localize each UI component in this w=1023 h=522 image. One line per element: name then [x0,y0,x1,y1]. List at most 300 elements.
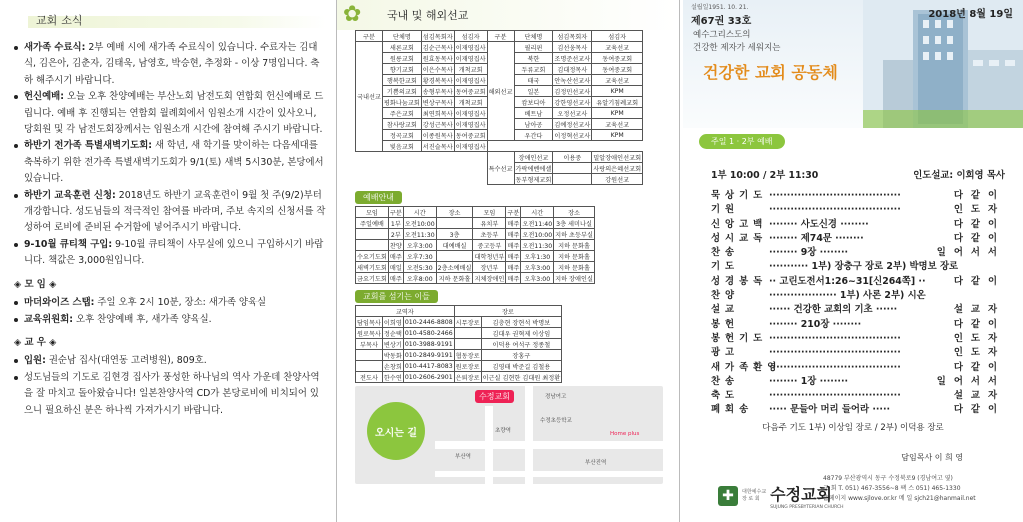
order-item: 찬송 [711,247,740,259]
order-row [711,303,1005,317]
table-cell [356,361,383,372]
table-header-cell: 구분 [487,31,514,42]
table-cell [454,328,481,339]
table-cell [553,163,592,174]
mission-title: 국내 및 해외선교 [387,9,469,22]
table-row [356,328,562,339]
table-cell: 이재영집사 [454,141,487,152]
table-cell: 매일 [388,262,403,273]
table-row [356,361,562,372]
order-detail: ········ 9장 ········ [769,247,849,259]
order-detail: ········ 210장 ········ [769,318,862,330]
table-cell: 동여중교회 [454,86,487,97]
table-row [356,141,643,152]
table-cell: 박동화 [382,350,403,361]
table-cell: 주일예배 [356,218,389,229]
table-cell: 우간다 [514,130,553,141]
worship-badge: 예배안내 [355,191,402,204]
table-cell: 매주 [388,273,403,284]
table-cell: 오전11:30 [521,240,554,251]
order-row [711,189,1005,203]
table-cell: 원릉교회 [382,53,421,64]
table-row [356,251,595,262]
news-item: 9-10월 큐티책 구입: 9-10월 큐티책이 사무실에 있으니 구입하시기 바랍니다. 책값은 3,000원입니다. [14,237,326,270]
table-cell: 이종원목사 [421,130,454,141]
map-label: 수정초등학교 [540,418,572,424]
order-detail: ········ 1장 ········ [769,375,849,387]
order-detail: ··········· 1부) 장충구 장로 2부) 박명보 장로 [769,261,959,273]
table-cell: 정곡교회 [382,130,421,141]
table-header-row [356,207,595,218]
table-cell: 유치부 [473,218,506,229]
table-cell: 이덕용 여석구 정종철 [481,339,562,350]
table-cell: 조명준선교사 [553,53,592,64]
table-header-cell: 모임 [473,207,506,218]
table-cell: 김예정선교사 [553,119,592,130]
table-cell: 한수연 [382,372,403,383]
table-cell: 태국 [514,75,553,86]
order-who: 다같이 [953,404,1005,416]
map-label: Home plus [610,431,640,437]
table-cell: 변상구목사 [421,97,454,108]
table-cell: 김대우 권혁제 이상임 [481,328,562,339]
table-cell: 남아공 [514,119,553,130]
order-item: 찬송 [711,375,740,387]
news-item: 하반기 전가족 특별새벽기도회: 새 학년, 새 학기를 맞이하는 다음세대를 축복하기 위한 전가족 특별새벽기도회가 9/1(토) 새벽 5시30분, 본당에서 있습니다. [14,138,326,187]
table-cell: 부목사 [356,339,383,350]
table-cell: 향기교회 [382,64,421,75]
order-item: 축도 [711,390,740,402]
table-cell: 매주 [506,218,521,229]
map-label: 부산진역 [585,460,607,466]
order-item: 기원 [711,204,740,216]
map-directions-circle: 오시는 길 [367,402,425,460]
order-detail: ········ 사도신경 ········ [769,218,869,230]
table-cell [436,251,473,262]
table-cell: 원로장로 [454,361,481,372]
table-cell: 북한 [514,53,553,64]
order-item: 폐회송 [711,404,754,416]
table-cell: 필리핀 [514,42,553,53]
table-row [356,273,595,284]
table-cell: 대예배실 [436,240,473,251]
table-cell: 2부 [388,229,403,240]
order-item: 봉헌 [711,318,740,330]
order-detail: ····································· [769,190,901,201]
table-cell: 매주 [506,251,521,262]
order-who: 다같이 [953,318,1005,330]
table-cell: KPM [592,108,643,119]
table-cell: 황경복목사 [421,75,454,86]
table-cell: 해외선교 [487,42,514,141]
table-cell: 매주 [506,273,521,284]
table-cell: 강원선교 [592,174,643,185]
news-header [14,6,326,34]
table-cell: 새론교회 [382,42,421,53]
table-header-cell: 교역자 [356,306,455,317]
table-cell: 대학청년부 [473,251,506,262]
order-item: 광고 [711,347,740,359]
table-cell: 동여중교회 [592,53,643,64]
table-cell: 이근실 김현한 김대원 최정환 [481,372,562,383]
table-cell: 지하 문화홀 [554,251,595,262]
table-cell: 동부형제교회 [514,174,553,185]
order-who: 다같이 [953,232,1005,244]
next-week-prayer: 다음주 기도 1부) 이상임 장로 / 2부) 이덕용 장로 [762,422,944,433]
order-who: 설교자 [953,304,1005,316]
table-cell: 이정혁선교사 [553,130,592,141]
table-header-cell: 시간 [521,207,554,218]
table-cell: 오전10:00 [521,229,554,240]
service-leader: 인도설교: 이희영 목사 [913,170,1005,181]
table-cell: 김충현 장현석 박명보 [481,317,562,328]
denomination: 대한예수교 장 로 회 [742,489,767,502]
map-road [525,386,533,484]
church-name: 수정교회 [770,485,832,504]
table-cell: 빛음교회 [382,141,421,152]
order-detail: ··················· 1부) 사론 2부) 시온 [769,290,926,302]
table-row [356,262,595,273]
order-row [711,346,1005,360]
table-header-cell: 구분 [506,207,521,218]
meeting-item: 교육위원회: 오후 찬양예배 후, 새가족 양육실. [14,312,326,328]
table-header-cell: 섬김목회자 [553,31,592,42]
order-row [711,332,1005,346]
table-cell: 지하 문화홀 [436,273,473,284]
table-cell: 특수선교 [487,152,514,185]
order-item: 신앙고백 [711,218,768,230]
member-item: 성도님들의 기도로 김현경 집사가 풍성한 하나님의 역사 가운데 찬양사역을 잘 마치고 돌아왔습니다! 일본찬양사역 CD가 본당로비에 비치되어 있으니 필요하신 분은 하나씩 가져가시기 바랍니다. [14,370,326,419]
table-header-cell: 구분 [356,31,383,42]
order-detail: ····································· [769,332,901,344]
map-label: 경남여고 [545,394,567,400]
order-row [711,361,1005,375]
table-row [356,339,562,350]
table-cell: 새벽기도회 [356,262,389,273]
order-item: 성시교독 [711,232,768,244]
order-who: 인도자 [953,332,1005,344]
table-cell: 오후3:00 [521,262,554,273]
table-cell: 전도사 [356,372,383,383]
order-item: 봉헌기도 [711,332,768,344]
order-item: 설교 [711,304,740,316]
location-map [355,386,663,484]
table-cell: 담임목사 [356,317,383,328]
table-row [356,229,595,240]
table-row [356,218,595,229]
table-cell: 김선웅목사 [553,42,592,53]
table-cell [454,339,481,350]
news-item: 하반기 교육훈련 신청: 2018년도 하반기 교육훈련이 9월 첫 주(9/2)부터 개강합니다. 성도님들의 적극적인 참여를 바라며, 주보 속지의 신청서를 작성하여 로비에 준비된 수거함에 넣어주시기 바랍니다. [14,188,326,237]
table-cell: 교육선교 [592,42,643,53]
map-road [435,471,663,477]
order-row [711,260,1005,274]
table-cell: 기쁨의교회 [382,86,421,97]
table-cell: 참사랑교회 [382,119,421,130]
order-of-service [711,189,1005,418]
order-detail: ·· 고린도전서1:26~31[신264쪽] ·· [769,275,926,287]
table-cell: 원효동목사 [421,53,454,64]
table-cell: 오전11:30 [403,229,436,240]
mission-column [336,0,680,522]
table-cell [436,218,473,229]
order-detail: ····································· [769,347,901,359]
table-cell: 김순근목사 [421,42,454,53]
table-cell: 강성근목사 [421,119,454,130]
table-cell: 사랑의은혜선교회 [592,163,643,174]
table-cell: 이재영집사 [454,75,487,86]
order-detail: ······ 건강한 교회의 기초 ······ [769,304,898,316]
table-cell: 매주 [388,251,403,262]
table-cell [356,174,488,185]
table-cell: 장년부 [473,262,506,273]
table-header-cell: 장소 [436,207,473,218]
order-who: 설교자 [953,390,1005,402]
church-name-en: SUJUNG PRESBYTERIAN CHURCH [770,505,844,510]
table-cell: 오정선교사 [553,108,592,119]
table-header-cell: 구분 [388,207,403,218]
table-cell: 변상기 [382,339,403,350]
order-row [711,403,1005,417]
table-cell: 정순택 [382,328,403,339]
church-address: 48779 부산광역시 동구 수정북로9 (경남여고 옆) 교 회 T. 051) 467-3556~8 팩 스 051) 465-1330 홈페이지 www.sjlove.or.kr 메 일 sjch21@hanmail.net [823,475,976,502]
table-row [356,372,562,383]
table-cell: 매주 [506,262,521,273]
table-cell: 지체장애인 [473,273,506,284]
order-who: 다같이 [953,218,1005,230]
table-row [356,152,643,163]
staff-badge: 교회를 섬기는 이들 [355,290,438,303]
table-cell: 수요기도회 [356,251,389,262]
table-cell: 금요기도회 [356,273,389,284]
table-cell: 캄보디아 [514,97,553,108]
bulletin-date: 2018년 8월 19일 [928,9,1013,20]
order-row [711,232,1005,246]
table-row [356,240,595,251]
table-cell: 오후1:30 [521,251,554,262]
table-cell: 오전10:00 [403,218,436,229]
table-cell: 평화나눔교회 [382,97,421,108]
order-who: 다같이 [953,275,1005,287]
table-cell: KPM [592,130,643,141]
table-cell: 이용중 [553,152,592,163]
news-item: 헌신예배: 오늘 오후 찬양예배는 부산노회 남전도회 연합회 헌신예배로 드립니다. 예배 후 진행되는 연합회 월례회에서 임원소개 시간이 있사오니, 당회원 및 각 남전도회장께서는 임원소개 시간에 참여해 주시기 바랍니다. [14,89,326,138]
table-cell: 매주 [506,240,521,251]
table-cell: 지하 문화홀 [554,240,595,251]
table-cell: 010-2446-8808 [404,318,453,326]
staff-table [355,305,562,383]
table-cell: 유알기침례교회 [592,97,643,108]
cover-footer [683,452,1023,522]
church-map-pin: 수정교회 [475,390,514,403]
order-who: 인도자 [953,204,1005,216]
order-who: 다같이 [953,190,1005,201]
news-item: 새가족 수료식: 2부 예배 시에 새가족 수료식이 있습니다. 수료자는 김대식, 김은아, 김춘자, 김태욱, 남영호, 박승현, 추정화 - 이상 7명입니다. 축하 해주시기 바랍니다. [14,40,326,89]
table-cell: 중고등부 [473,240,506,251]
table-cell: 개척교회 [454,97,487,108]
table-row [356,42,643,53]
table-cell: 두류교회 [514,64,553,75]
table-cell: 협동장로 [454,350,481,361]
table-header-cell: 장로 [454,306,562,317]
table-header-cell: 단체명 [382,31,421,42]
table-cell: 이은수목사 [421,64,454,75]
table-cell: 010-4417-8083 [404,362,453,370]
meeting-item: 마더와이즈 스탭: 주일 오후 2시 10분, 장소: 새가족 양육실 [14,295,326,311]
cover-column [683,0,1023,522]
table-cell: 동여중교회 [592,64,643,75]
order-who: 일어서서 [936,247,1005,259]
order-who: 인도자 [953,347,1005,359]
table-header-row [356,306,562,317]
table-cell: 이재영집사 [454,53,487,64]
table-cell: 교육선교 [592,119,643,130]
table-cell [356,240,389,251]
flower-icon: ✿ [343,2,362,27]
member-title: ◈ 교 우 ◈ [14,336,57,348]
map-label: 초량역 [495,428,511,434]
order-row [711,275,1005,289]
table-header-cell: 모임 [356,207,389,218]
table-cell: 010-4580-2466 [404,329,453,337]
order-item: 묵상기도 [711,190,768,201]
order-detail: ····································· [769,390,901,402]
table-cell: 동여중교회 [454,130,487,141]
cross-icon: ✚ [718,486,738,506]
table-cell: 오후8:00 [403,273,436,284]
table-header-row [356,31,643,42]
church-slogan: 건강한 교회 공동체 [703,63,838,82]
service-time-row [683,167,1023,181]
table-cell: 매주 [506,229,521,240]
order-detail: ····································· [769,204,901,216]
table-header-cell: 장소 [554,207,595,218]
order-item: 찬양 [711,290,740,302]
table-cell: 010-3988-9191 [404,340,453,348]
table-cell: 행복한교회 [382,75,421,86]
mission-header [337,0,679,30]
motto-line-1: 예수그리스도의 [693,30,751,40]
map-label: 부산역 [455,454,471,460]
news-column [0,0,336,522]
table-cell: 오후7:30 [403,251,436,262]
news-title: 교회 소식 [36,14,83,27]
table-cell [356,229,389,240]
table-cell: KPM [592,86,643,97]
table-cell: 김영태 박준길 김철용 [481,361,562,372]
order-row [711,318,1005,332]
table-cell: 지하 초등부실 [554,229,595,240]
table-row [356,317,562,328]
news-body [14,40,326,419]
table-header-cell: 섬김자 [592,31,643,42]
table-cell: 이재영집사 [454,108,487,119]
table-cell: 강한영선교사 [553,97,592,108]
table-cell: 이희영 [382,317,403,328]
table-header-cell: 단체명 [514,31,553,42]
table-cell: 안녹산선교사 [553,75,592,86]
table-cell: 이재영집사 [454,42,487,53]
service-badge: 주일 1 · 2부 예배 [699,134,785,149]
order-detail: ····································· [769,361,901,373]
table-header-cell: 시간 [403,207,436,218]
table-cell: 초등부 [473,229,506,240]
order-detail: ····· 문들아 머리 들어라 ····· [769,404,891,416]
table-cell: 3층 세미나실 [554,218,595,229]
table-cell: 주은교회 [382,108,421,119]
table-cell: 김정민선교사 [553,86,592,97]
table-cell: 3층 [436,229,473,240]
table-cell: 서진슬목사 [421,141,454,152]
order-item: 새가족환영 [711,361,782,373]
order-who: 다같이 [953,361,1005,373]
table-cell: 가락에벤에셀 [514,163,553,174]
table-cell: 010-2606-2901 [404,373,453,381]
table-cell: 지하 장애인실 [554,273,595,284]
table-row [356,350,562,361]
table-cell: 오전11:40 [521,218,554,229]
senior-pastor: 담임목사 이 희 영 [901,453,963,462]
established-date: 설립일1951. 10. 21. [691,4,749,11]
service-time: 1부 10:00 / 2부 11:30 [711,170,819,181]
table-cell [553,174,592,185]
table-cell: 장애인선교 [514,152,553,163]
table-cell: 김대정목사 [553,64,592,75]
table-cell: 교육선교 [592,75,643,86]
table-header-cell: 섬김자 [454,31,487,42]
table-cell: 최연희목사 [421,108,454,119]
map-road [435,441,663,449]
table-cell [356,163,488,174]
order-row [711,203,1005,217]
table-cell: 010-2849-9191 [404,351,453,359]
table-cell: 원로목사 [356,328,383,339]
table-cell [356,350,383,361]
member-item: 입원: 권순남 집사(대연동 고려병원), 809호. [14,353,326,369]
table-cell: 찬양 [388,240,403,251]
table-cell: 국내선교 [356,42,383,152]
table-cell: 시무장로 [454,317,481,328]
table-cell: 오전5:30 [403,262,436,273]
order-item: 기도 [711,261,740,273]
table-cell: 손창희 [382,361,403,372]
table-cell: 오후3:00 [403,240,436,251]
order-item: 성경봉독 [711,275,768,287]
order-row [711,375,1005,389]
volume-number: 제67권 33호 [691,16,752,27]
table-cell: 은퇴장로 [454,372,481,383]
table-cell: 일본 [514,86,553,97]
table-cell: 개척교회 [454,64,487,75]
order-detail: ········ 제74문 ········ [769,232,864,244]
table-header-cell: 섬김목회자 [421,31,454,42]
table-cell: 2층소예배실 [436,262,473,273]
table-cell: 베트남 [514,108,553,119]
table-cell [356,152,488,163]
table-cell: 오후3:00 [521,273,554,284]
table-cell: 지하 문화홀 [554,262,595,273]
worship-table [355,206,595,284]
order-row [711,246,1005,260]
mission-table [355,30,643,185]
table-cell: 1부 [388,218,403,229]
table-cell: 밀알장애인선교회 [592,152,643,163]
meeting-title: ◈ 모 임 ◈ [14,278,57,290]
order-row [711,289,1005,303]
table-cell: 송형부목사 [421,86,454,97]
cover-top [683,0,1023,128]
order-row [711,218,1005,232]
